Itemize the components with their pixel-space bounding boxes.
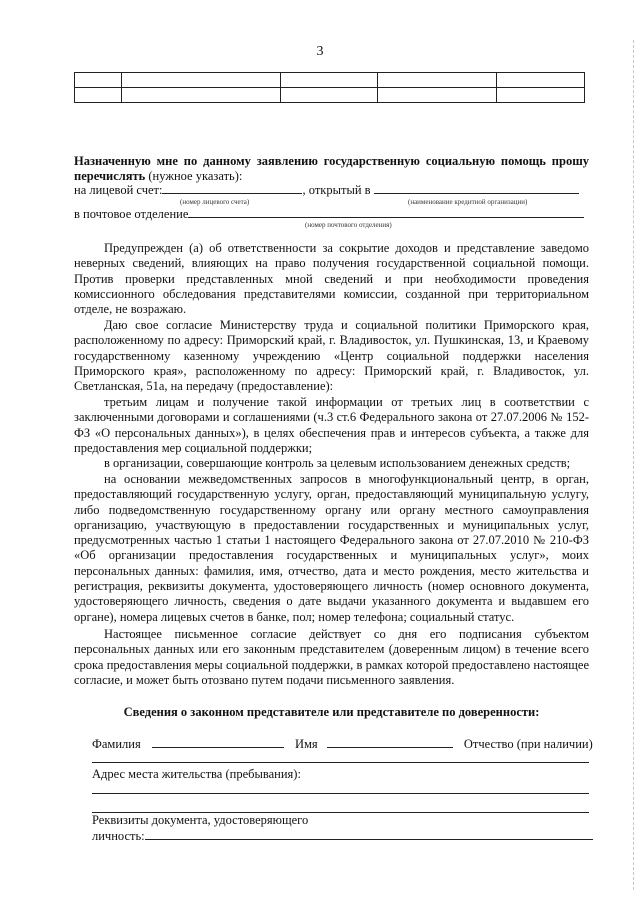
account-label: на лицевой счет: [74,183,163,197]
table-cell [122,88,281,103]
table-cell [75,88,122,103]
first-name-label: Имя [294,737,318,751]
paragraph-warning: Предупрежден (а) об ответственности за сокрытие доходов и представление заведомо неверных сведений, влияющих на право получения государственной социальной помощи. Против проверки представленных мной сведений и при необходимости проведения комиссионного обследования представителями комиссии, созданной при территориальном отделе, не возражаю. [74,241,589,317]
table-row [75,73,585,88]
address-field-line-1[interactable] [92,793,589,794]
account-line [74,182,589,198]
table-cell [122,73,281,88]
postal-line [74,206,589,222]
account-number-hint: (номер лицевого счета) [180,198,250,206]
representative-name-line [92,736,593,752]
table-cell [281,88,378,103]
first-name-field[interactable] [327,736,453,748]
paragraph-validity: Настоящее письменное согласие действует со дня его подписания субъектом персональных данных или его законным представителем (доверенным лицом) в течение всего срока предоставления меры социальной поддержки, в рамках которой предоставлено настоящее согласие, и может быть отозвано путем подачи письменного заявления. [74,627,589,687]
paragraph-control-orgs: в организации, совершающие контроль за целевым использованием денежных средств; [104,456,571,470]
table-cell [281,73,378,88]
table-cell [497,73,585,88]
paragraph-third-parties: третьим лицам и получение такой информации от третьих лиц в соответствии с заключенными договорами и соглашениями (ч.3 ст.6 Федерального закона от 27.07.2006 № 152-ФЗ «О персональных данных»), в целях обеспечения прав и интересов субъекта, а также для предоставления мер социальной поддержки; [74,395,589,455]
opened-in-label: , открытый в [302,183,371,197]
postal-office-hint: (номер почтового отделения) [305,221,392,229]
table-row [75,88,585,103]
paragraph-interagency: на основании межведомственных запросов в многофункциональный центр, в орган, предоставляющий государственную услугу, орган, предоставляющий муниципальную услугу, либо подведомственную государственному органу или органу местного самоуправления организацию, участвующую в предоставлении государственных и муниципальных услуг, предусмотренных частью 1 статьи 1 настоящего Федерального закона от 27.07.2010 № 210-ФЗ «Об организации предоставления государственных и муниципальных услуг», моих персональных данных: фамилия, имя, отчество, дата и место рождения, место жительства и регистрация, реквизиты документа, удостоверяющего личность (номер основного документа, удостоверяющего личность, сведения о дате выдачи указанного документа и выдавшем его органе), номера лицевых счетов в банке, пол; номер телефона; социальный статус. [74,472,589,624]
address-label: Адрес места жительства (пребывания): [92,767,301,781]
patronymic-field[interactable] [92,762,589,763]
postal-office-field[interactable] [188,206,584,218]
page-number: 3 [316,44,324,59]
top-table [74,72,585,103]
payment-heading [74,154,589,184]
table-cell [497,88,585,103]
postal-label: в почтовое отделение [74,207,189,221]
document-label-line-2: личность: [92,829,145,843]
document-line [92,828,589,844]
table-cell [378,88,497,103]
bank-name-field[interactable] [374,182,579,194]
representative-section-title: Сведения о законном представителе или представителе по доверенности: [123,705,540,719]
paragraph-consent: Даю свое согласие Министерству труда и социальной политики Приморского края, расположенному по адресу: Приморский край, г. Владивосток, ул. Пушкинская, 13, и Краевому государственному казенному учреждению «Центр социальной поддержки населения Приморского края», расположенному по адресу: Приморский край, г. Владивосток, ул. Светланская, 51а, на передачу (предоставление): [74,318,589,394]
patronymic-label: Отчество (при наличии) [463,737,593,751]
surname-field[interactable] [152,736,284,748]
document-field[interactable] [145,828,593,840]
surname-label: Фамилия [92,737,141,751]
account-number-field[interactable] [162,182,302,194]
payment-heading-note: (нужное указать): [148,169,243,183]
scan-edge-artifact [633,40,634,890]
document-label-line-1: Реквизиты документа, удостоверяющего [92,813,309,827]
table-cell [378,73,497,88]
payment-heading-bold: Назначенную мне по данному заявлению государственную социальную помощь прошу перечислять [74,154,589,183]
bank-name-hint: (наименование кредитной организации) [408,198,528,206]
table-cell [75,73,122,88]
